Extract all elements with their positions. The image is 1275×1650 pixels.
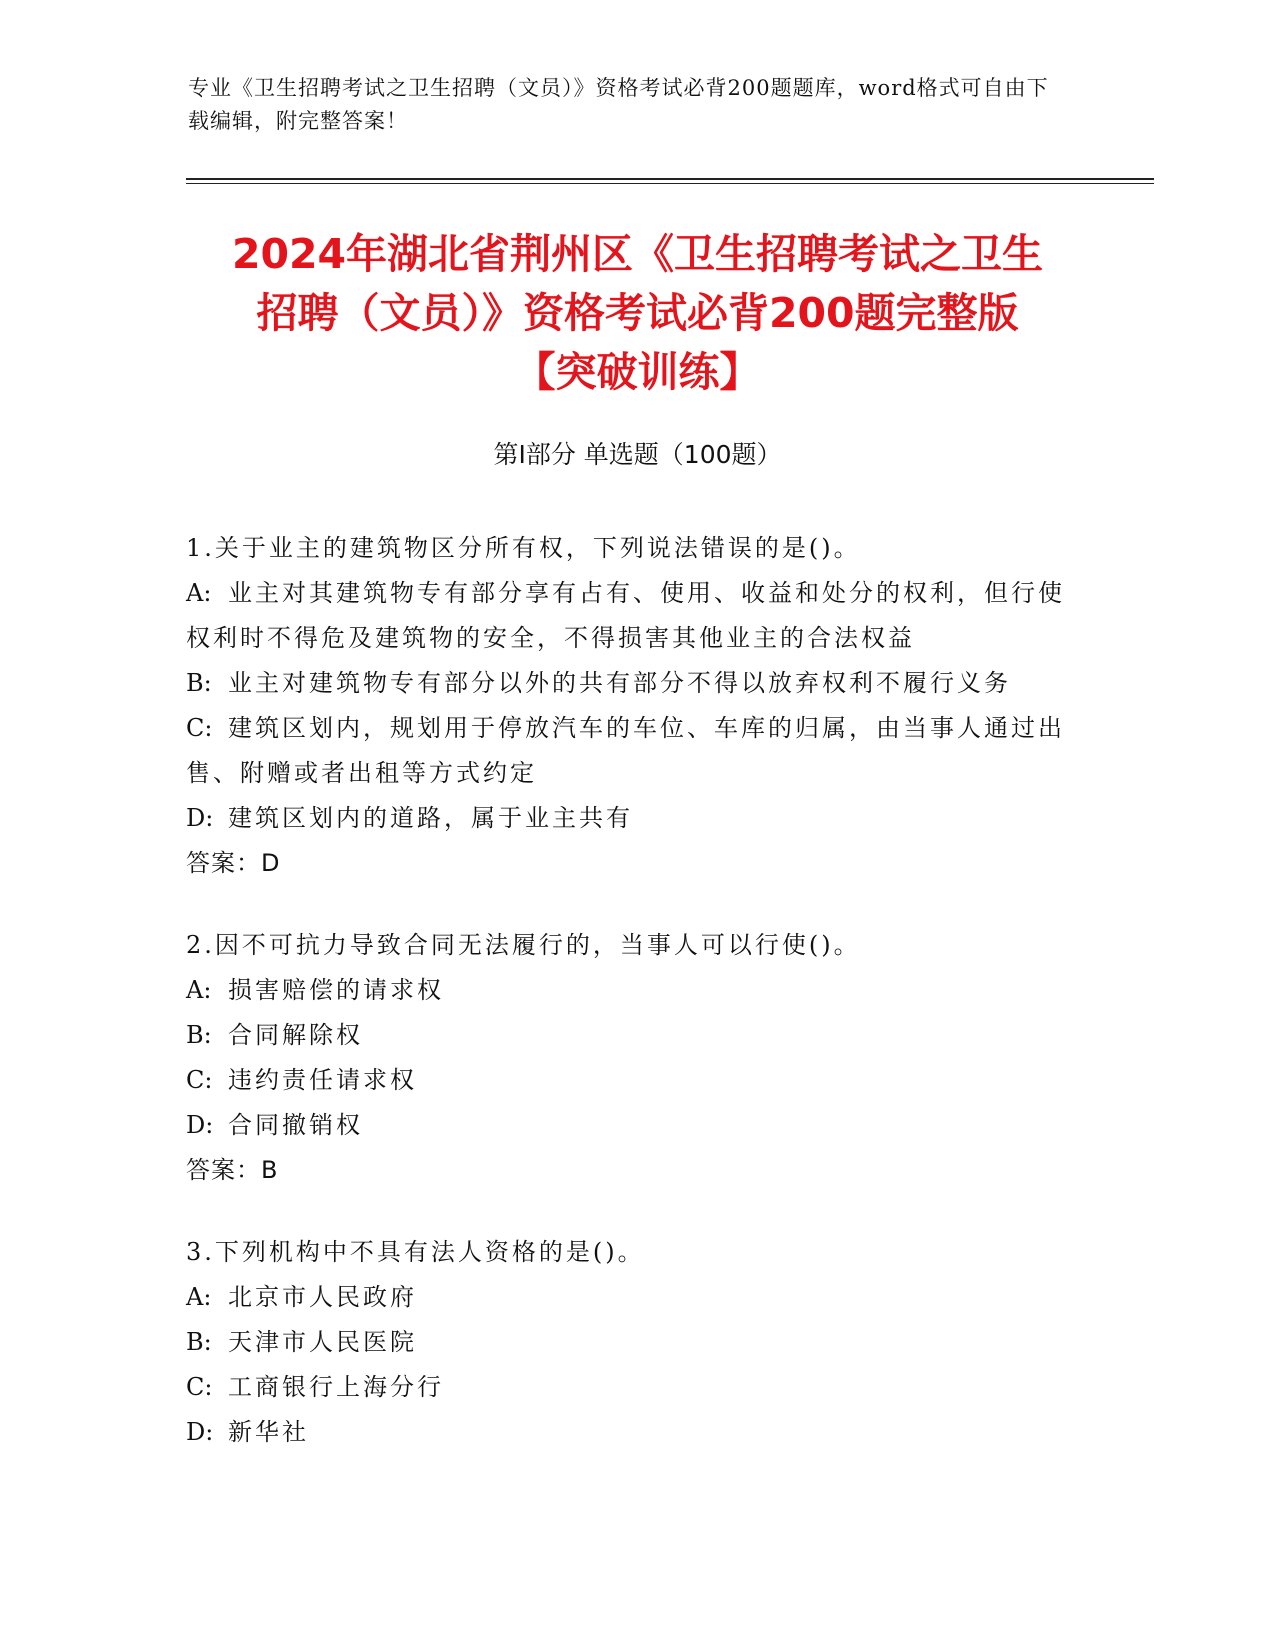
header-note: 专业《卫生招聘考试之卫生招聘（文员）》资格考试必背200题题库，word格式可自由下载编辑，附完整答案！	[188, 76, 1049, 133]
option-a	[186, 968, 1076, 1013]
option-text: 北京市人民政府	[228, 1283, 417, 1311]
option-text: 合同撤销权	[228, 1111, 363, 1139]
option-b	[186, 1013, 1076, 1058]
header-rule-thick	[186, 178, 1154, 180]
option-b	[186, 1320, 1076, 1365]
option-text: 合同解除权	[228, 1021, 363, 1049]
option-text: 天津市人民医院	[228, 1328, 417, 1356]
option-label: D:	[186, 1418, 214, 1446]
question-list	[186, 526, 1076, 1492]
option-d	[186, 1103, 1076, 1148]
option-label: A:	[186, 1283, 212, 1311]
answer-line: 答案：D	[186, 849, 281, 877]
question-1	[186, 526, 1076, 886]
option-a	[186, 1275, 1076, 1320]
question-3	[186, 1230, 1076, 1455]
option-a	[186, 571, 1076, 661]
option-label: C:	[186, 714, 213, 742]
title-line: 【突破训练】	[514, 348, 761, 396]
option-label: D:	[186, 1111, 214, 1139]
header-rule-thin	[186, 183, 1154, 184]
option-text: 违约责任请求权	[228, 1066, 417, 1094]
document-title	[150, 225, 1125, 402]
title-line: 2024年湖北省荆州区《卫生招聘考试之卫生	[231, 230, 1044, 278]
question-stem: 2.因不可抗力导致合同无法履行的，当事人可以行使()。	[186, 931, 861, 959]
question-2	[186, 923, 1076, 1193]
option-c	[186, 706, 1076, 796]
option-text: 新华社	[228, 1418, 309, 1446]
option-c	[186, 1365, 1076, 1410]
question-stem: 3.下列机构中不具有法人资格的是()。	[186, 1238, 645, 1266]
option-d	[186, 796, 1076, 841]
section-title: 第Ⅰ部分 单选题（100题）	[493, 440, 782, 469]
option-label: C:	[186, 1373, 213, 1401]
option-c	[186, 1058, 1076, 1103]
option-text: 业主对其建筑物专有部分享有占有、使用、收益和处分的权利，但行使权利时不得危及建筑物的安全，不得损害其他业主的合法权益	[186, 579, 1065, 652]
option-text: 损害赔偿的请求权	[228, 976, 444, 1004]
option-text: 建筑区划内，规划用于停放汽车的车位、车库的归属，由当事人通过出售、附赠或者出租等方式约定	[186, 714, 1065, 787]
option-text: 建筑区划内的道路，属于业主共有	[228, 804, 633, 832]
answer-line: 答案：B	[186, 1156, 279, 1184]
option-label: C:	[186, 1066, 213, 1094]
option-d	[186, 1410, 1076, 1455]
option-label: B:	[186, 1328, 212, 1356]
option-text: 工商银行上海分行	[228, 1373, 444, 1401]
option-label: B:	[186, 669, 212, 697]
option-label: A:	[186, 579, 212, 607]
option-text: 业主对建筑物专有部分以外的共有部分不得以放弃权利不履行义务	[228, 669, 1011, 697]
option-b	[186, 661, 1076, 706]
option-label: B:	[186, 1021, 212, 1049]
option-label: D:	[186, 804, 214, 832]
question-stem: 1.关于业主的建筑物区分所有权，下列说法错误的是()。	[186, 534, 861, 562]
title-line: 招聘（文员）》资格考试必背200题完整版	[256, 289, 1019, 337]
option-label: A:	[186, 976, 212, 1004]
